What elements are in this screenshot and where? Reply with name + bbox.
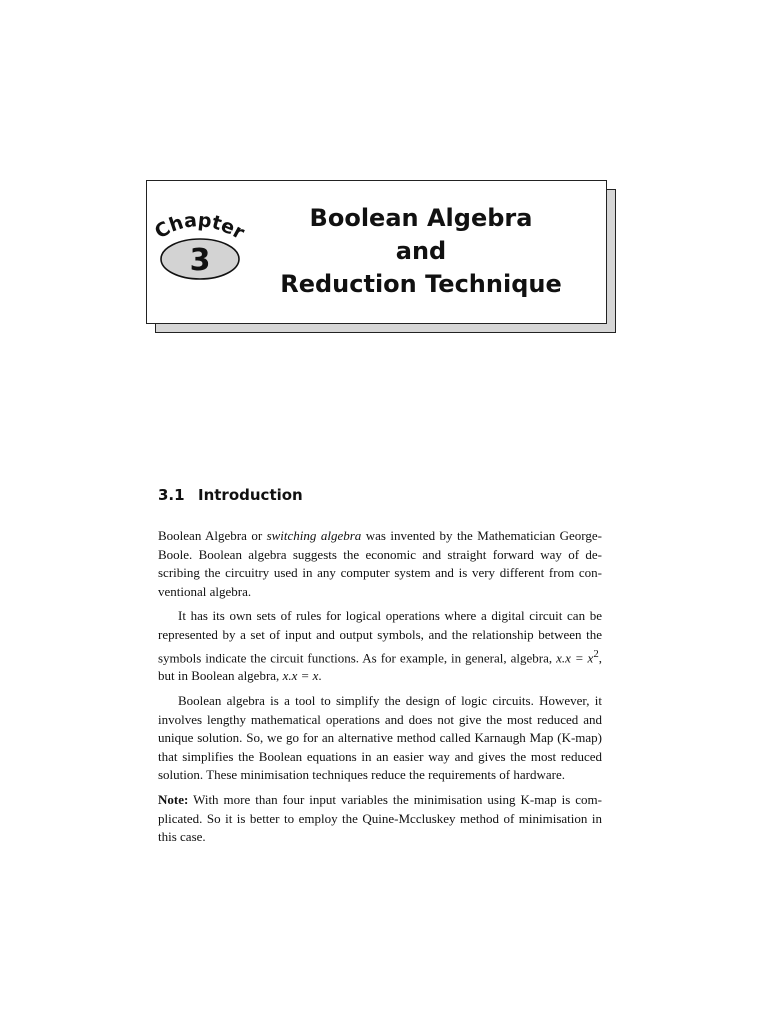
paragraph-1-emphasis: switching algebra (266, 528, 362, 543)
body-text (158, 527, 602, 853)
paragraph-2-text-a: It has its own sets of rules for logical operations where a digital circuit can be represented by a set of input and output symbols, and the relationship between the symbols indicate the circuit functions. As for example, in general, algebra, (158, 608, 602, 665)
paragraph-3: Boolean algebra is a tool to simplify the design of logic circuits. However, it involves lengthy mathematical operations and does not give the most reduced and unique solution. So, we go for an alternative method called Karnaugh Map (K-map) that simplifies the Boolean equations in an easier way and gives the most reduced solution. These minimisation techniques reduce the requirements of hardware. (158, 693, 602, 783)
section-title: Introduction (198, 486, 303, 504)
chapter-badge (150, 212, 250, 287)
equation-general: x.x = x (556, 649, 594, 665)
chapter-title-line-1: Boolean Algebra (309, 204, 533, 232)
chapter-badge-label: Chapter (151, 212, 248, 245)
chapter-title (270, 202, 572, 301)
paragraph-1 (158, 527, 602, 601)
note-paragraph (158, 791, 602, 847)
chapter-title-line-3: Reduction Technique (280, 270, 562, 298)
section-number: 3.1 (158, 486, 185, 504)
note-label: Note: (158, 792, 189, 808)
section-heading (158, 485, 303, 505)
note-text: With more than four input variables the minimisation using K-map is complicated. So it is better to employ the Quine-Mccluskey method of minimisation in this case. (158, 792, 602, 845)
paragraph-1-text-c: was invented by the Mathematician George-Boole. Boolean algebra suggests the economic and straight forward way of describing the circuitry used in any computer system and is very different from conventional algebra. (158, 528, 602, 599)
equation-exponent: 2 (593, 647, 599, 660)
paragraph-2-text-c: . (318, 668, 322, 684)
equation-boolean: x.x = x (282, 668, 319, 684)
paragraph-2-text-b: , but in Boolean algebra, (158, 649, 602, 684)
paragraph-2 (158, 607, 602, 686)
paragraph-1-text-a: Boolean Algebra or (158, 528, 267, 543)
chapter-number: 3 (189, 243, 211, 278)
chapter-title-line-2: and (395, 237, 447, 265)
